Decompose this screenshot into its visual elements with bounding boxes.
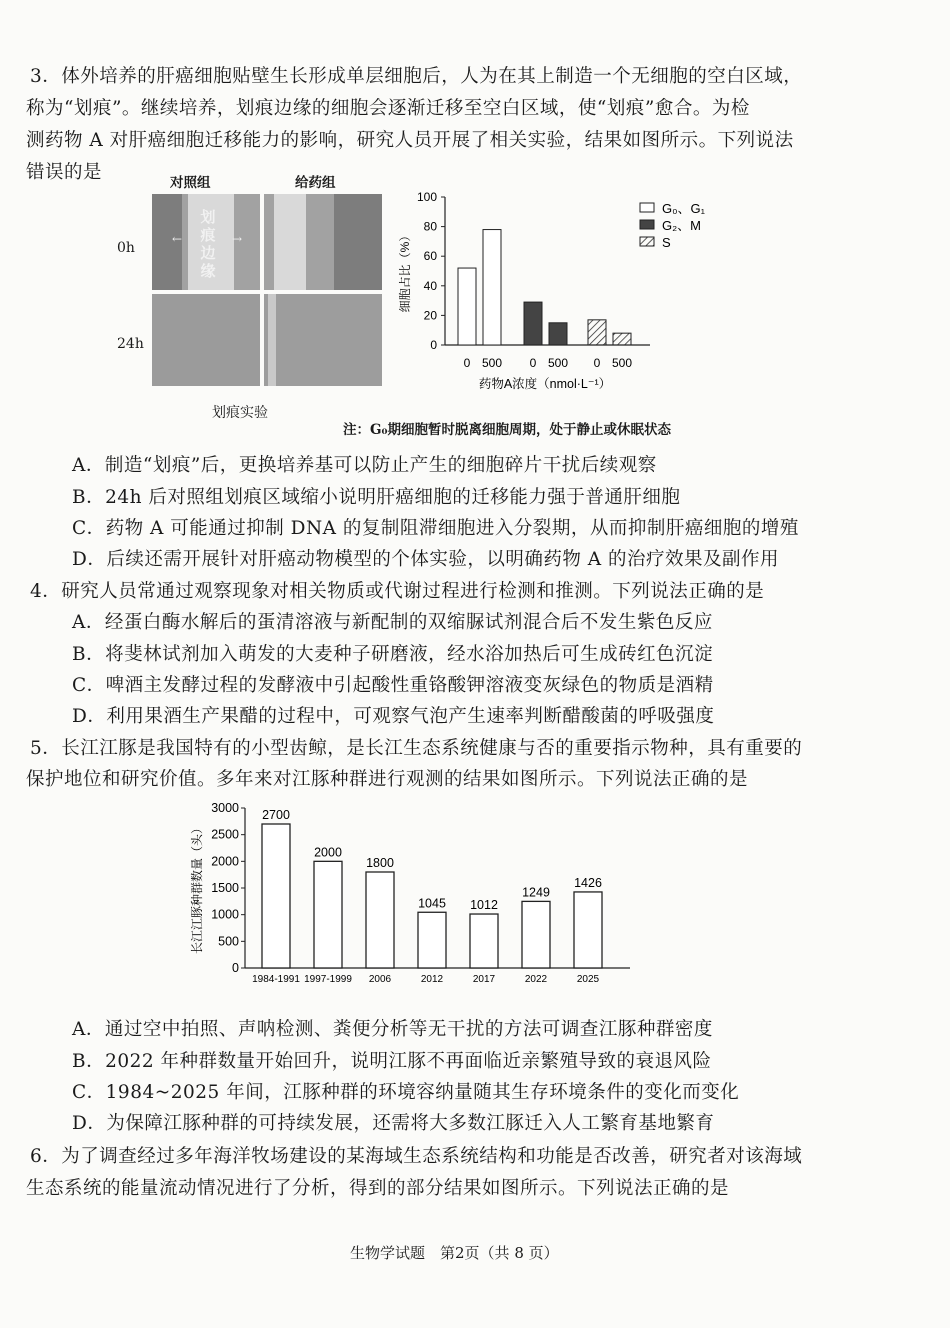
q5-stem-line-2: 保护地位和研究价值。多年来对江豚种群进行观测的结果如图所示。下列说法正确的是 [26,769,749,790]
legend-label: S [662,235,671,250]
x-tick-label: 0 [593,356,601,370]
y-tick-label: 2500 [211,827,239,842]
q3-stem-line-2: 称为“划痕”。继续培养，划痕边缘的细胞会逐渐迁移至空白区域，使“划痕”愈合。为检 [26,98,750,119]
q4-option-a: A．经蛋白酶水解后的蛋清溶液与新配制的双缩脲试剂混合后不发生紫色反应 [72,612,713,633]
porpoise-population-chart [185,795,645,990]
legend-swatch [640,237,654,246]
legend-swatch [640,220,654,229]
y-tick-label: 500 [218,934,239,949]
drug-group-label: 给药组 [295,175,336,191]
bar [588,320,606,345]
q5-option-c: C．1984~2025 年间，江豚种群的环境容纳量随其生存环境条件的变化而变化 [72,1082,740,1103]
x-tick-label: 1997-1999 [304,974,352,985]
q3-stem-line-4: 错误的是 [26,162,103,183]
y-tick-label: 100 [416,190,437,204]
y-tick-label: 1000 [211,907,239,922]
bar [262,824,290,968]
y-tick-label: 20 [423,308,437,323]
drug-0h-image [264,194,382,290]
q3-option-d: D．后续还需开展针对肝癌动物模型的个体实验，以明确药物 A 的治疗效果及副作用 [72,549,779,570]
data-label: 1012 [470,898,498,913]
bar [549,323,567,345]
data-label: 1249 [522,885,550,900]
y-tick-label: 60 [423,249,437,264]
q5-option-d: D．为保障江豚种群的可持续发展，还需将大多数江豚迁入人工繁育基地繁育 [72,1113,715,1134]
q6-stem-line-1: 6．为了调查经过多年海洋牧场建设的某海域生态系统结构和功能是否改善，研究者对该海域 [30,1146,803,1167]
bar [314,861,342,968]
time-24h-label: 24h [117,336,144,352]
y-axis-label: 长江江豚种群数量（头） [190,821,204,955]
x-tick-label: 500 [611,356,633,370]
scratch-edge-label: 划痕边缘 [200,208,216,280]
x-axis-label: 药物A浓度（nmol·L⁻¹） [478,377,612,391]
scratch-assay-caption: 划痕实验 [212,405,268,421]
q3-stem-line-3: 测药物 A 对肝癌细胞迁移能力的影响，研究人员开展了相关实验，结果如图所示。下列说法 [26,130,794,151]
data-label: 2000 [314,845,342,860]
y-tick-label: 40 [423,278,437,293]
bar [574,892,602,968]
time-0h-label: 0h [117,240,135,256]
q4-option-b: B．将斐林试剂加入萌发的大麦种子研磨液，经水浴加热后可生成砖红色沉淀 [72,644,714,665]
g0-note: 注：G₀期细胞暂时脱离细胞周期，处于静止或休眠状态 [343,422,671,438]
y-tick-label: 3000 [211,801,239,815]
control-0h-image: 划痕边缘 ← → [152,194,260,290]
bar [483,230,501,345]
y-tick-label: 80 [423,219,437,234]
x-tick-label: 2022 [524,974,548,985]
bar [458,268,476,345]
legend-swatch [640,203,654,212]
y-axis-label: 细胞占比（%） [398,229,412,313]
q6-stem-line-2: 生态系统的能量流动情况进行了分析，得到的部分结果如图所示。下列说法正确的是 [26,1178,730,1199]
bar [366,872,394,968]
y-tick-label: 0 [232,961,239,975]
y-tick-label: 1500 [211,881,239,895]
x-tick-label: 2012 [420,974,444,985]
data-label: 1800 [366,856,394,870]
q3-option-b: B．24h 后对照组划痕区域缩小说明肝癌细胞的迁移能力强于普通肝细胞 [72,487,681,508]
x-tick-label: 1984-1991 [252,974,300,985]
q3-stem-line-1: 3．体外培养的肝癌细胞贴壁生长形成单层细胞后，人为在其上制造一个无细胞的空白区域， [30,66,803,87]
data-label: 2700 [262,808,290,822]
q5-option-a: A．通过空中拍照、声呐检测、粪便分析等无干扰的方法可调查江豚种群密度 [72,1019,713,1040]
x-tick-label: 0 [529,356,537,370]
q3-option-c: C．药物 A 可能通过抑制 DNA 的复制阻滞细胞进入分裂期，从而抑制肝癌细胞的增殖 [72,518,799,539]
legend-label: G₀、G₁ [662,201,706,216]
bar [613,333,631,345]
data-label: 1426 [574,875,602,890]
bar [524,302,542,345]
x-tick-label: 0 [463,356,471,370]
data-label: 1045 [418,896,446,911]
cell-cycle-chart [395,185,755,400]
q5-stem-line-1: 5．长江江豚是我国特有的小型齿鲸，是长江生态系统健康与否的重要指示物种，具有重要的 [30,738,803,759]
legend-label: G₂、M [662,218,701,233]
control-group-label: 对照组 [170,175,211,191]
q3-option-a: A．制造“划痕”后，更换培养基可以防止产生的细胞碎片干扰后续观察 [72,455,657,476]
x-tick-label: 2017 [472,974,496,985]
page-footer: 生物学试题 第2页（共 8 页） [350,1244,559,1262]
y-tick-label: 0 [430,338,437,352]
x-tick-label: 2025 [576,974,600,985]
q4-stem: 4．研究人员常通过观察现象对相关物质或代谢过程进行检测和推测。下列说法正确的是 [30,581,765,602]
y-tick-label: 2000 [211,854,239,869]
x-tick-label: 500 [547,356,569,370]
q4-option-c: C．啤酒主发酵过程的发酵液中引起酸性重铬酸钾溶液变灰绿色的物质是酒精 [72,675,714,696]
control-24h-image [152,294,260,386]
q4-option-d: D．利用果酒生产果醋的过程中，可观察气泡产生速率判断醋酸菌的呼吸强度 [72,706,715,727]
x-tick-label: 2006 [368,974,392,985]
bar [522,901,550,968]
bar [418,912,446,968]
bar [470,914,498,968]
x-tick-label: 500 [481,356,503,370]
q5-option-b: B．2022 年种群数量开始回升，说明江豚不再面临近亲繁殖导致的衰退风险 [72,1051,712,1072]
drug-24h-image [264,294,382,386]
